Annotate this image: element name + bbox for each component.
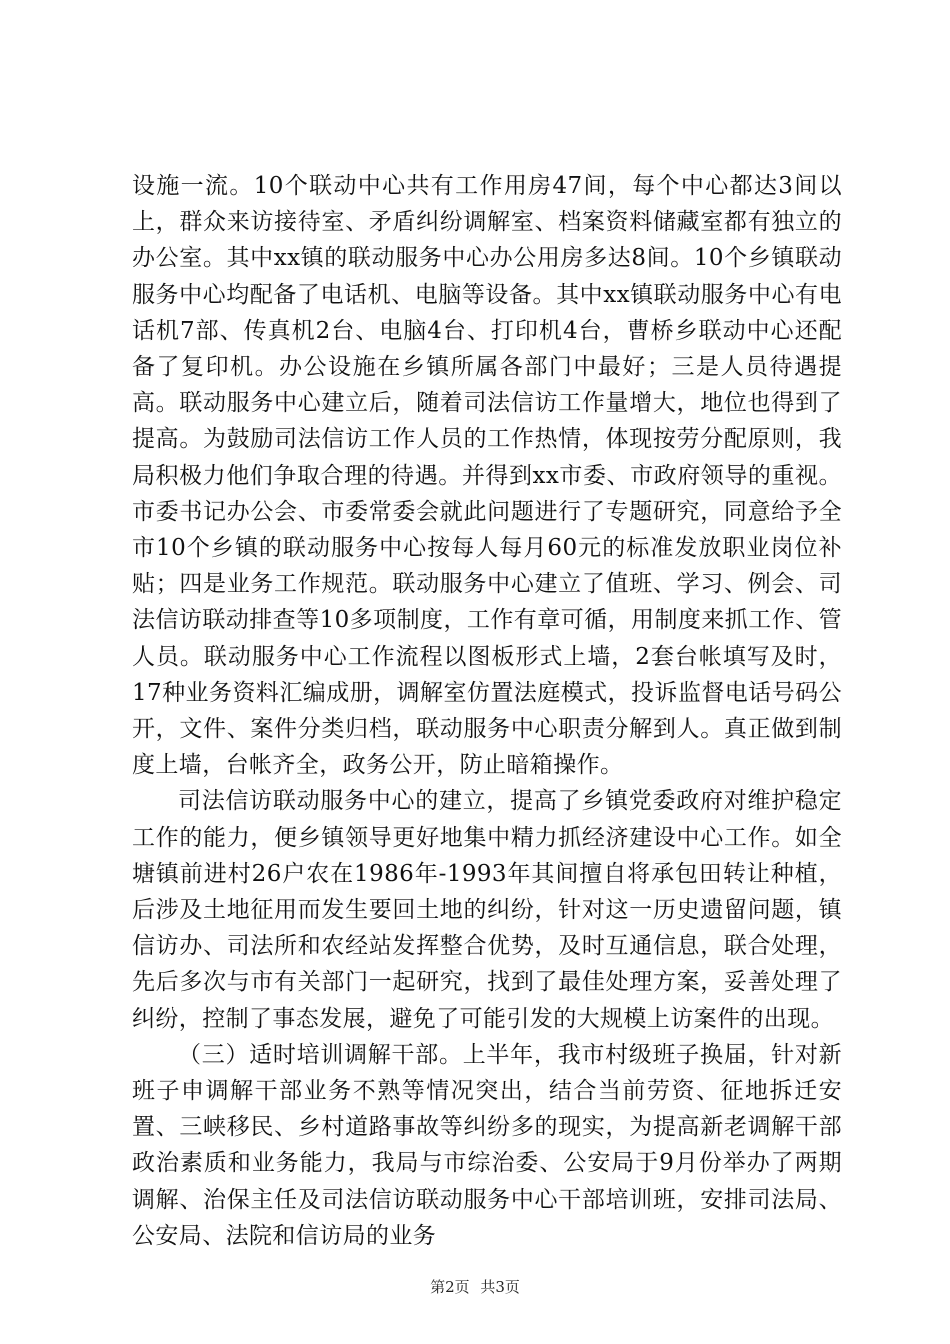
paragraph-3: （三）适时培训调解干部。上半年，我市村级班子换届，针对新班子申调解干部业务不熟等情况突出，结合当前劳资、征地拆迁安置、三峡移民、乡村道路事故等纠纷多的现实，为提高新老调解干部政治素质和业务能力，我局与市综治委、公安局于9月份举办了两期调解、治保主任及司法信访联动服务中心干部培训班，安排司法局、公安局、法院和信访局的业务 xyxy=(132,1041,842,1249)
paragraph-2: 司法信访联动服务中心的建立，提高了乡镇党委政府对维护稳定工作的能力，便乡镇领导更好地集中精力抓经济建设中心工作。如全塘镇前进村26户农在1986年-1993年其间擅自将承包田转让种植，后涉及土地征用而发生要回土地的纠纷，针对这一历史遗留问题，镇信访办、司法所和农经站发挥整合优势，及时互通信息，联合处理，先后多次与市有关部门一起研究，找到了最佳处理方案，妥善处理了纠纷，控制了事态发展，避免了可能引发的大规模上访案件的出现。 xyxy=(132,788,842,1032)
page-footer xyxy=(0,1276,950,1297)
paragraph-1: 设施一流。10个联动中心共有工作用房47间，每个中心都达3间以上，群众来访接待室、矛盾纠纷调解室、档案资料储藏室都有独立的办公室。其中xx镇的联动服务中心办公用房多达8间。10个乡镇联动服务中心均配备了电话机、电脑等设备。其中xx镇联动服务中心有电话机7部、传真机2台、电脑4台、打印机4台，曹桥乡联动中心还配备了复印机。办公设施在乡镇所属各部门中最好；三是人员待遇提高。联动服务中心建立后，随着司法信访工作量增大，地位也得到了提高。为鼓励司法信访工作人员的工作热情，体现按劳分配原则，我局积极力他们争取合理的待遇。并得到xx市委、市政府领导的重视。市委书记办公会、市委常委会就此问题进行了专题研究，同意给予全市10个乡镇的联动服务中心按每人每月60元的标准发放职业岗位补贴；四是业务工作规范。联动服务中心建立了值班、学习、例会、司法信访联动排查等10多项制度，工作有章可循，用制度来抓工作、管人员。联动服务中心工作流程以图板形式上墙，2套台帐填写及时，17种业务资料汇编成册，调解室仿置法庭模式，投诉监督电话号码公开，文件、案件分类归档，联动服务中心职责分解到人。真正做到制度上墙，台帐齐全，政务公开，防止暗箱操作。 xyxy=(132,173,842,779)
page-number: 第2页 xyxy=(430,1278,470,1296)
document-body xyxy=(132,168,842,1254)
page-total: 共3页 xyxy=(480,1278,520,1296)
